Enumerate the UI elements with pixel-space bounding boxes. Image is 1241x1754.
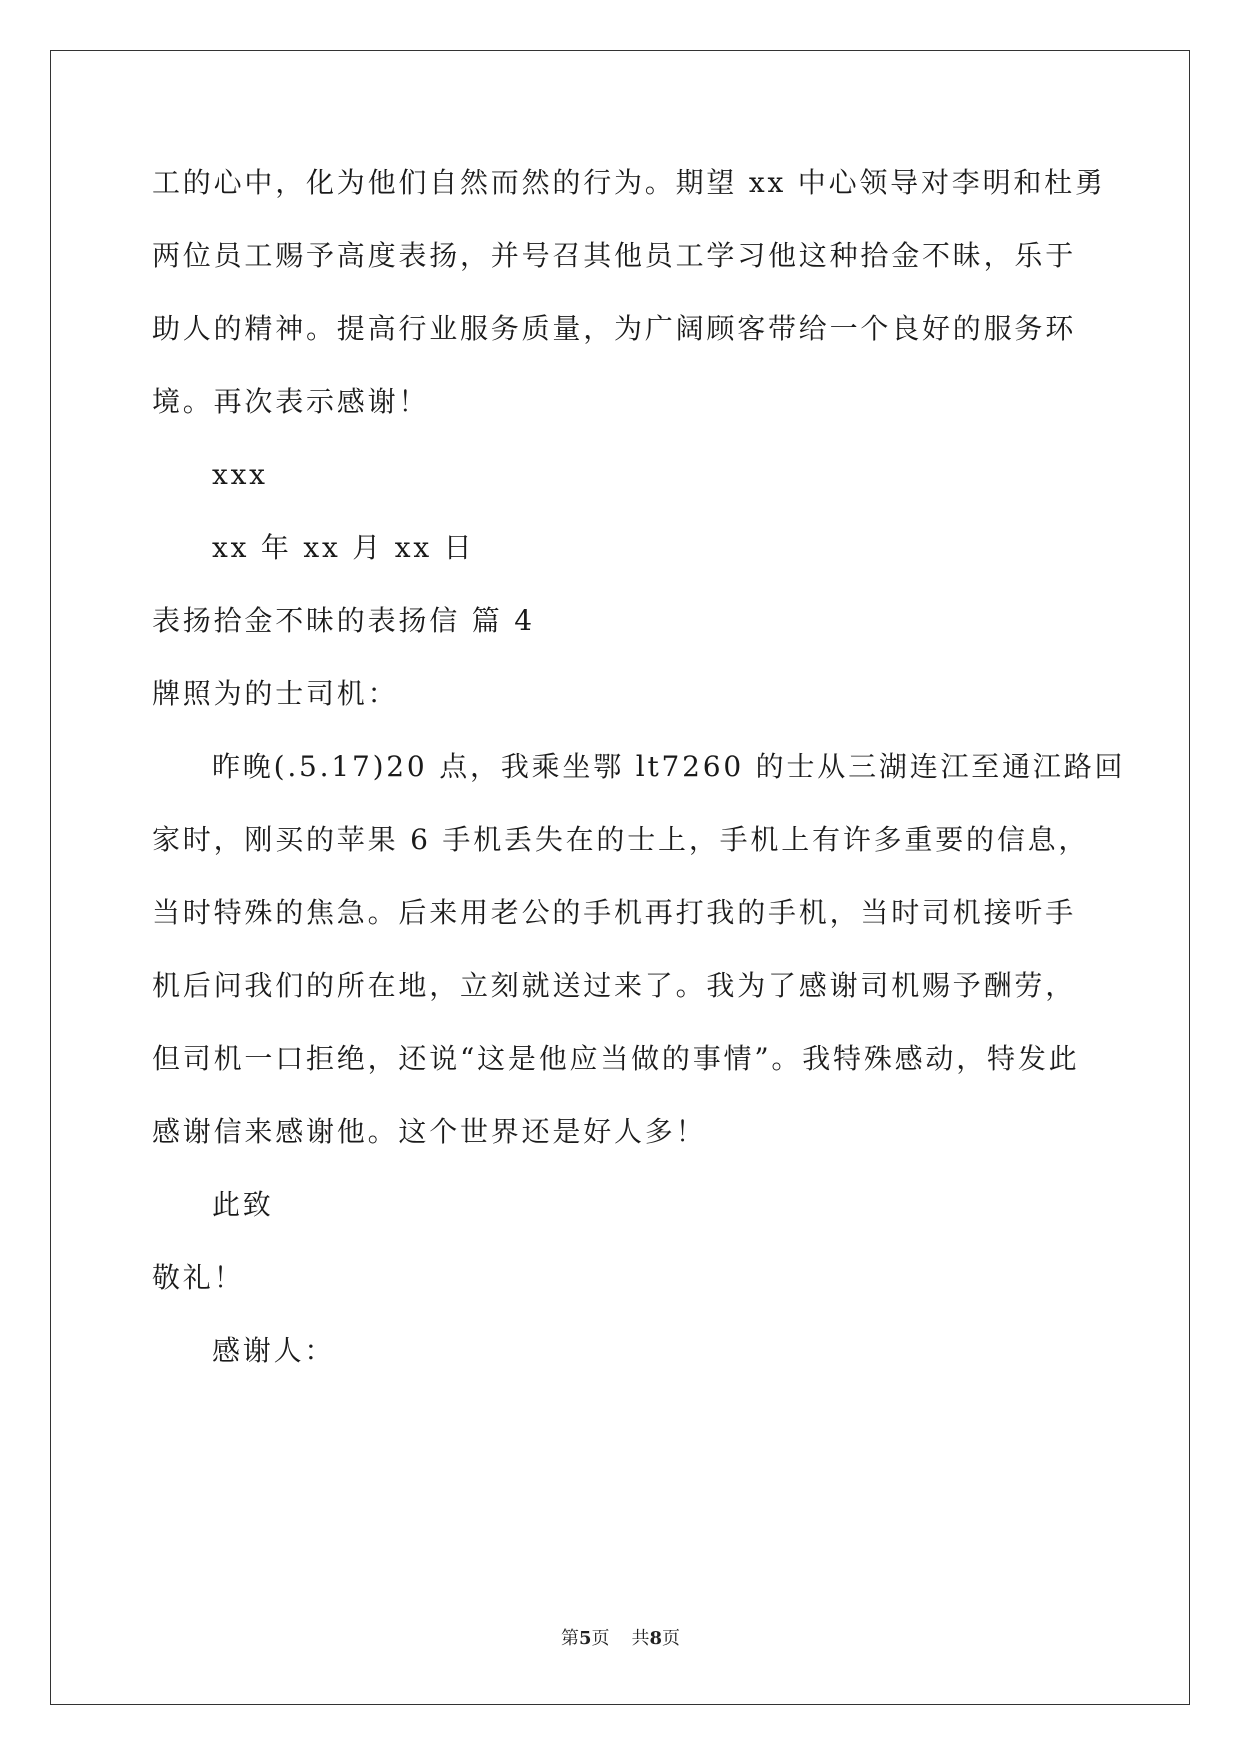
closing-phrase: 此致 [212, 1188, 274, 1221]
paragraph-line: 境。再次表示感谢！ [152, 385, 430, 418]
closing-greeting: 敬礼！ [152, 1261, 245, 1294]
paragraph-line: 当时特殊的焦急。后来用老公的手机再打我的手机，当时司机接听手 [152, 896, 1077, 929]
paragraph-line: 两位员工赐予高度表扬，并号召其他员工学习他这种拾金不昧，乐于 [152, 239, 1077, 272]
total-page-number: 8 [649, 1628, 663, 1649]
paragraph-line: 昨晚(.5.17)20 点，我乘坐鄂 lt7260 的士从三湖连江至通江路回 [212, 750, 1126, 783]
paragraph-line: 家时，刚买的苹果 6 手机丢失在的士上，手机上有许多重要的信息， [152, 823, 1090, 856]
page-prefix: 第 [560, 1628, 579, 1649]
current-page-number: 5 [578, 1628, 592, 1649]
paragraph-line: 感谢信来感谢他。这个世界还是好人多！ [152, 1115, 707, 1148]
signer-label: 感谢人： [212, 1334, 336, 1367]
page-suffix: 页 [591, 1628, 610, 1649]
salutation: 牌照为的士司机： [152, 677, 399, 710]
page-footer [0, 1624, 1241, 1650]
paragraph-line: 助人的精神。提高行业服务质量，为广阔顾客带给一个良好的服务环 [152, 312, 1077, 345]
section-heading: 表扬拾金不昧的表扬信 篇 4 [152, 604, 535, 637]
page-border [50, 50, 1190, 1705]
paragraph-line: 工的心中，化为他们自然而然的行为。期望 xx 中心领导对李明和杜勇 [152, 166, 1106, 199]
paragraph-line: 机后问我们的所在地，立刻就送过来了。我为了感谢司机赐予酬劳， [152, 969, 1077, 1002]
total-prefix: 共 [631, 1628, 650, 1649]
signature-date: xx 年 xx 月 xx 日 [212, 531, 475, 564]
paragraph-line: 但司机一口拒绝，还说“这是他应当做的事情”。我特殊感动，特发此 [152, 1042, 1080, 1075]
signature-name: xxx [212, 458, 268, 491]
total-suffix: 页 [662, 1628, 681, 1649]
